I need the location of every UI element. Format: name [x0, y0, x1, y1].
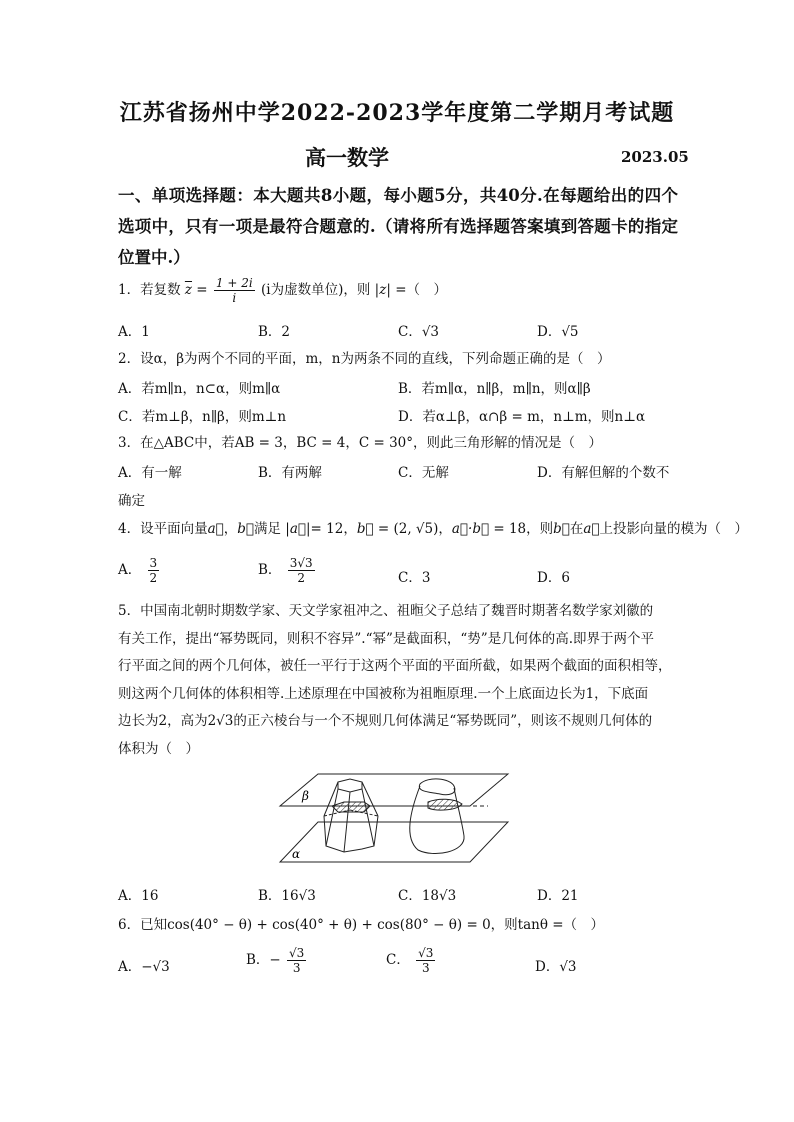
page-title: 江苏省扬州中学2022-2023学年度第二学期月考试题 [119, 100, 675, 126]
q1-suffix: =（ ） [395, 282, 447, 298]
q5-option-b: B．16√3 [258, 888, 316, 904]
q4-a-label: A． [118, 562, 142, 578]
plane-beta [280, 774, 508, 806]
q4-a-num: 3 [149, 556, 158, 570]
q6-c-den: 3 [421, 961, 430, 975]
q3-option-a: A．有一解 [118, 465, 182, 481]
q6-c-num: √3 [418, 946, 434, 960]
alpha-label: α [292, 847, 301, 861]
q6-c-fraction [416, 946, 435, 975]
q1-option-c: C．√3 [398, 324, 440, 340]
q4-mid2: 满足 [254, 521, 281, 537]
q2-option-a: A．若m∥n，n⊂α，则m∥α [118, 381, 281, 397]
q2-option-d: D．若α⊥β，α∩β = m，n⊥m，则n⊥α [398, 409, 646, 425]
q6-b-fraction [287, 946, 306, 975]
section-heading: 一、单项选择题：本大题共8小题，每小题5分，共40分.在每题给出的四个选项中，只有一项是最符合题意的.（请将所有选择题答案填到答题卡的指定位置中.） [118, 186, 678, 267]
question-1 [118, 276, 447, 305]
q3-option-d-continuation: 确定 [118, 493, 145, 509]
question-3: 3．在△ABC中，若AB = 3，BC = 4，C = 30°，则此三角形解的情况是（ ） [118, 435, 603, 451]
q4-b-den: 2 [297, 571, 305, 585]
q4-option-d: D．6 [537, 570, 570, 586]
z-bar: $\overline{z}$ = [184, 282, 208, 298]
q6-b-den: 3 [292, 961, 301, 975]
q6-option-b [246, 946, 308, 975]
q4-option-a [118, 556, 161, 585]
q5-line-1: 5．中国南北朝时期数学家、天文学家祖冲之、祖暅父子总结了魏晋时期著名数学家刘徽的 [118, 603, 654, 619]
vector-b: b⃗ [237, 521, 254, 537]
vector-b-3: b⃗ [553, 521, 570, 537]
q5-line-4: 则这两个几何体的体积相等.上述原理在中国被称为祖暅原理.一个上底面边长为1，下底面 [118, 685, 649, 702]
q5-line-5: 边长为2，高为2√3的正六棱台与一个不规则几何体满足“幂势既同”，则该不规则几何体的 [118, 713, 653, 729]
q4-a-fraction [148, 556, 160, 585]
beta-label: β [302, 789, 309, 803]
exam-date: 2023.05 [621, 148, 689, 166]
q3-option-d: D．有解但解的个数不 [537, 465, 670, 481]
q4-b-label: B． [258, 562, 282, 578]
question-6: 6．已知cos(40° − θ) + cos(40° + θ) + cos(80° − θ) = 0，则tanθ =（ ） [118, 917, 605, 933]
q2-option-b: B．若m∥α，n∥β，m∥n，则α∥β [398, 381, 591, 397]
a-dot-b: a⃗·b⃗ [451, 521, 490, 537]
vector-a-2: a⃗ [583, 521, 600, 537]
abs-z: |z| [374, 282, 391, 298]
q3-option-c: C．无解 [398, 465, 449, 481]
q4-a-den: 2 [149, 571, 158, 585]
q4-mid1: ， [223, 521, 238, 537]
vector-b-2: b⃗ [356, 521, 374, 537]
q2-option-c: C．若m⊥β，n∥β，则m⊥n [118, 409, 287, 425]
plane-alpha [280, 822, 508, 862]
q6-c-label: C． [386, 952, 410, 968]
q3-option-b: B．有两解 [258, 465, 322, 481]
zuxuan-principle-figure [278, 772, 510, 864]
q4-prefix: 4．设平面向量 [118, 521, 208, 537]
q6-option-c [386, 946, 437, 975]
q1-frac-num: 1 + 2i [215, 276, 253, 290]
q4-option-c: C．3 [398, 570, 431, 586]
q6-option-d: D．√3 [535, 959, 577, 975]
q5-line-6: 体积为（ ） [118, 740, 199, 757]
q4-b-num: 3√3 [289, 556, 313, 570]
q5-option-c: C．18√3 [398, 888, 457, 904]
question-2: 2．设α，β为两个不同的平面，m，n为两条不同的直线，下列命题正确的是（ ） [118, 351, 611, 367]
q4-suffix: 上投影向量的模为（ ） [599, 521, 749, 537]
q1-mid: (i为虚数单位)，则 [261, 282, 371, 298]
q1-option-d: D．√5 [537, 324, 579, 340]
vector-a: a⃗ [207, 521, 224, 537]
q5-option-a: A．16 [118, 888, 159, 904]
abs-a: |a⃗| [285, 521, 311, 537]
q6-b-label: B．− [246, 952, 281, 968]
q5-line-3: 行平面之间的两个几何体，被任一平行于这两个平面的平面所截，如果两个截面的面积相等， [118, 658, 672, 674]
q1-fraction [214, 276, 255, 305]
q4-mid3: 在 [569, 521, 584, 537]
q4-dot-eq: = 18，则 [493, 521, 554, 537]
q6-b-num: √3 [289, 946, 305, 960]
q1-option-b: B．2 [258, 324, 291, 340]
q4-b-eq: = (2, √5)， [377, 521, 452, 537]
q1-frac-den: i [232, 291, 237, 305]
q4-abs-eq: = 12， [310, 521, 357, 537]
q1-option-a: A．1 [118, 324, 150, 340]
q4-b-fraction [288, 556, 315, 585]
q4-option-b [258, 556, 317, 585]
question-4 [118, 518, 748, 540]
question-5 [118, 598, 678, 763]
subject-title: 高一数学 [305, 145, 389, 170]
q5-line-2: 有关工作，提出“幂势既同，则积不容异”.“幂”是截面积，“势”是几何体的高.即界于两个平 [118, 630, 654, 647]
q1-prefix: 1．若复数 [118, 282, 181, 298]
q6-option-a: A．−√3 [118, 959, 170, 975]
q5-option-d: D．21 [537, 888, 579, 904]
